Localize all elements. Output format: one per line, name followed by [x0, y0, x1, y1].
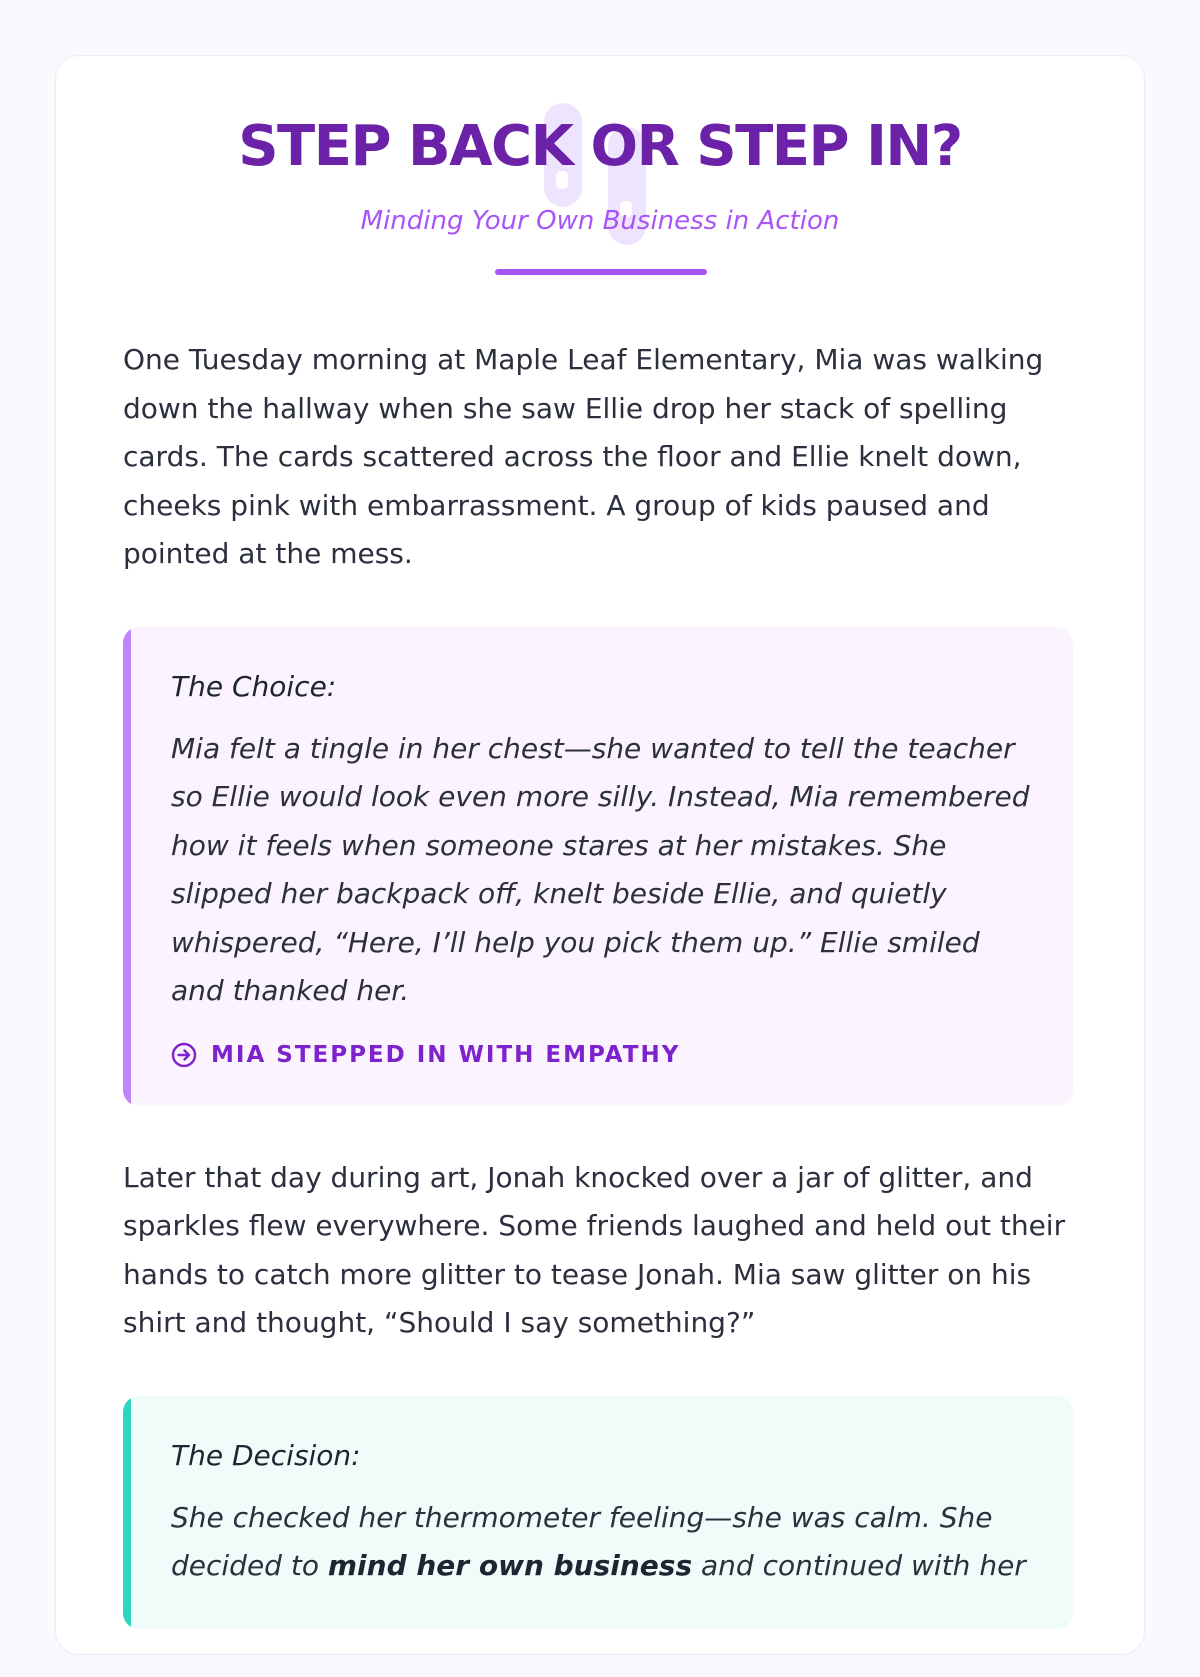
decision-label: The Decision: — [171, 1438, 361, 1472]
page-title: STEP BACK OR STEP IN? — [238, 114, 962, 179]
story-content — [123, 336, 1073, 1677]
circle-arrow-right-icon — [171, 1042, 197, 1068]
choice-label: The Choice: — [171, 669, 337, 703]
decision-text-part-2: and continued with her — [692, 1549, 1026, 1582]
decision-text-emphasis: mind her own business — [327, 1549, 693, 1582]
choice-outcome — [171, 1042, 1033, 1068]
title-divider — [495, 269, 707, 275]
story-paragraph-2: Later that day during art, Jonah knocked over a jar of glitter, and sparkles flew everywhere. Some friends laughed and held out their hands to catch more glitter to tease Jonah. Mia saw glitter on his shirt and thought, “Should I say something?” — [123, 1160, 1066, 1339]
decision-callout — [123, 1396, 1073, 1629]
choice-callout — [123, 627, 1073, 1106]
page-subtitle: Minding Your Own Business in Action — [360, 206, 840, 236]
story-card — [55, 55, 1145, 1655]
story-paragraph-1: One Tuesday morning at Maple Leaf Elementary, Mia was walking down the hallway when she saw Ellie drop her stack of spelling cards. The cards scattered across the floor and Ellie knelt down, cheeks pink with embarrassment. A group of kids paused and pointed at the mess. — [123, 343, 1044, 570]
choice-text: Mia felt a tingle in her chest—she wanted to tell the teacher so Ellie would look even more silly. Instead, Mia remembered how it feels when someone stares at her mistakes. She slipped her backpack off, knelt beside Ellie, and quietly whispered, “Here, I’ll help you pick them up.” Ellie smiled and thanked her. — [171, 731, 1030, 1007]
decision-text — [171, 1494, 1033, 1591]
decision-text-part-1: She checked her thermometer feeling—she was calm. She decided to — [171, 1500, 993, 1582]
choice-outcome-label: MIA STEPPED IN WITH EMPATHY — [211, 1041, 681, 1068]
header — [56, 56, 1144, 316]
